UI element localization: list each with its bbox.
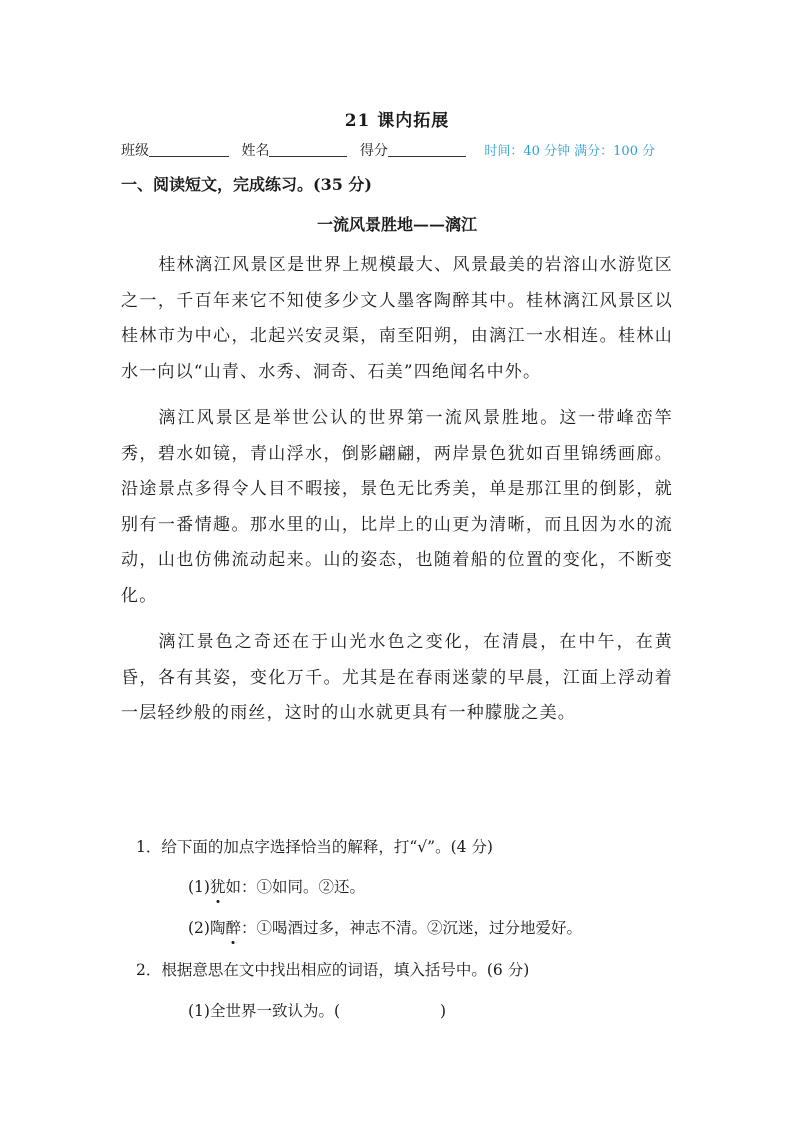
class-blank[interactable] bbox=[149, 142, 229, 157]
question-1-item-2 bbox=[188, 916, 582, 938]
time-info: 时间：40 分钟 满分：100 分 bbox=[484, 144, 656, 159]
name-label: 姓名 bbox=[241, 143, 270, 159]
q2-item1-text: (1)全世界一致认为。( bbox=[188, 1002, 341, 1020]
q1-item2-options[interactable]: ：①喝酒过多，神志不清。②沉迷，过分地爱好。 bbox=[240, 919, 582, 937]
score-blank[interactable] bbox=[388, 142, 466, 157]
worksheet-title: 21 课内拓展 bbox=[344, 111, 450, 131]
name-blank[interactable] bbox=[269, 142, 347, 157]
article-paragraph-1: 桂林漓江风景区是世界上规模最大、风景最美的岩溶山水游览区之一，千百年来它不知使多少文人墨客陶醉其中。桂林漓江风景区以桂林市为中心，北起兴安灵渠，南至阳朔，由漓江一水相连。桂林山水一向以“山青、水秀、洞奇、石美”四绝闻名中外。 bbox=[121, 255, 673, 382]
q1-item2-prefix: (2)陶 bbox=[188, 919, 226, 937]
student-info-line bbox=[121, 140, 655, 160]
q1-item1-prefix: (1) bbox=[188, 878, 210, 896]
q1-item2-dotted-char: 醉 bbox=[225, 916, 241, 938]
question-1-item-1 bbox=[188, 875, 365, 897]
q1-item1-options[interactable]: 如：①如同。②还。 bbox=[225, 878, 365, 896]
article-paragraph-3: 漓江景色之奇还在于山光水色之变化，在清晨，在中午，在黄昏，各有其姿，变化万千。尤其是在春雨迷蒙的早晨，江面上浮动着一层轻纱般的雨丝，这时的山水就更具有一种朦胧之美。 bbox=[121, 632, 673, 723]
class-label: 班级 bbox=[121, 143, 149, 159]
q1-item1-dotted-char: 犹 bbox=[210, 875, 226, 897]
q2-item1-close-paren: ) bbox=[440, 1002, 447, 1020]
score-label: 得分 bbox=[359, 143, 388, 159]
article-body bbox=[121, 248, 673, 743]
question-2-stem: 2．根据意思在文中找出相应的词语，填入括号中。(6 分) bbox=[136, 961, 530, 979]
section-heading: 一、阅读短文，完成练习。(35 分) bbox=[121, 175, 372, 194]
question-2-item-1 bbox=[188, 999, 446, 1021]
question-1-stem: 1．给下面的加点字选择恰当的解释，打“√”。(4 分) bbox=[136, 838, 493, 856]
article-paragraph-2: 漓江风景区是举世公认的世界第一流风景胜地。这一带峰峦竿秀，碧水如镜，青山浮水，倒影翩翩，两岸景色犹如百里锦绣画廊。沿途景点多得令人目不暇接，景色无比秀美，单是那江里的倒影，就别有一番情趣。那水里的山，比岸上的山更为清晰，而且因为水的流动，山也仿佛流动起来。山的姿态，也随着船的位置的变化，不断变化。 bbox=[121, 408, 673, 606]
article-title: 一流风景胜地——漓江 bbox=[316, 215, 477, 234]
